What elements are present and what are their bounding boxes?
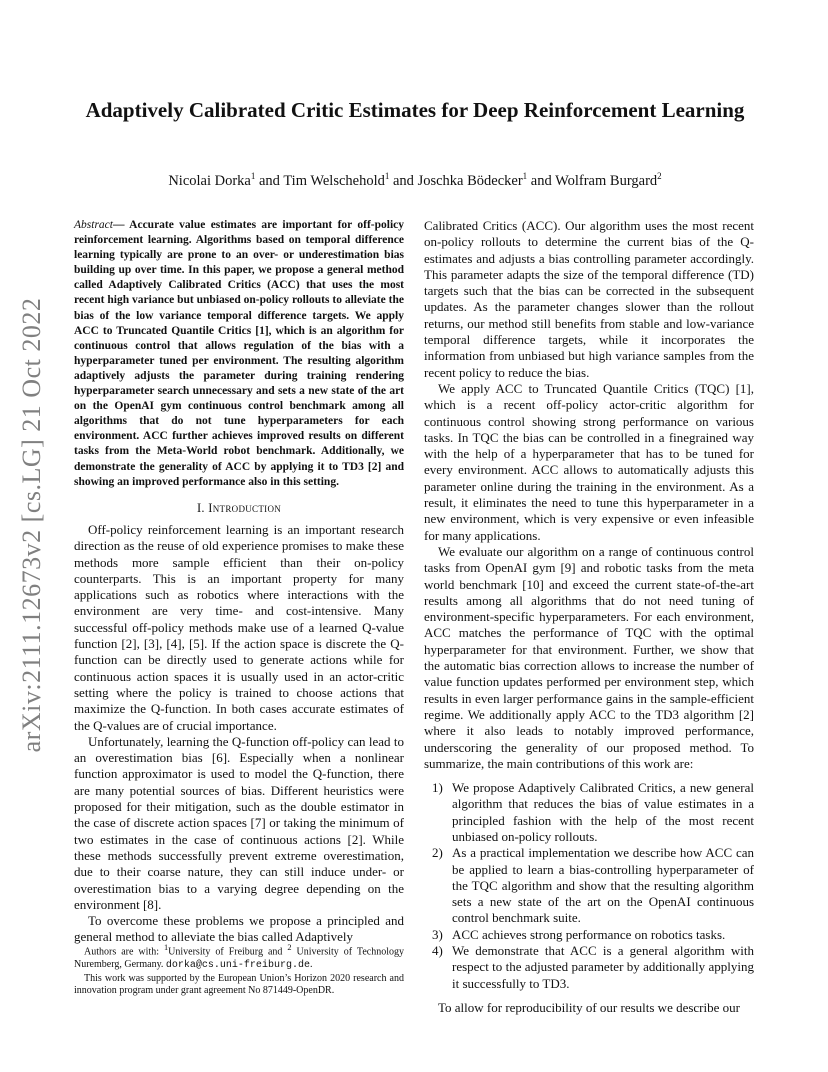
body-paragraph: To allow for reproducibility of our results we describe our [438, 999, 740, 1015]
body-paragraph: We evaluate our algorithm on a range of continuous control tasks from OpenAI gym [9] and robotic tasks from the meta world benchmark [10] and exceed the current state-of-the-art results among all algorithms that do not need tuning of environment-specific hyperparameters. For each environment, ACC matches the performance of TQC with the optimal hyperparameter for that environment. Further, we show that the automatic bias correction allows to increase the number of value function updates performed per environment step, which results in even larger performance gains in the sample-efficient regime. We additionally apply ACC to the TD3 algorithm [2] where it also leads to notably improved performance, underscoring the generality of our proposed method. To summarize, the main contributions of this work are: [424, 543, 754, 771]
body-paragraph: We apply ACC to Truncated Quantile Critics (TQC) [1], which is a recent off-policy actor-critic algorithm for continuous control showing strong performance on various tasks. In TQC the bias can be controlled in a finegrained way with the help of a hyperparameter that has to be tuned for every environment. ACC allows to automatically adjusts this parameter online during the training in the environment. As a result, it eliminates the need to tune this hyperparameter in a new environment, which is very expensive or even infeasible for many applications. [424, 380, 754, 543]
author-email[interactable]: dorka@cs.uni-freiburg.de [165, 959, 310, 971]
list-item-text: We demonstrate that ACC is a general algorithm with respect to the adjusted parameter by additionally applying it successfully to TD3. [452, 943, 754, 991]
author-name: Tim Welschehold [283, 172, 385, 189]
list-item [424, 845, 754, 926]
author-joiner: and [259, 172, 280, 189]
arxiv-identifier [12, 290, 52, 760]
section-numeral: I. [196, 500, 205, 515]
author-name: Wolfram Burgard [555, 172, 658, 189]
list-number: 2) [432, 845, 443, 861]
list-item-text: ACC achieves strong performance on robotics tasks. [452, 926, 726, 942]
left-column [74, 218, 404, 946]
author-name: Nicolai Dorka [168, 172, 251, 189]
list-item [424, 943, 754, 992]
abstract [74, 218, 404, 490]
list-number: 4) [432, 943, 443, 959]
author-name: Joschka Bödecker [417, 172, 523, 189]
arxiv-id-text: arXiv:2111.12673v2 [cs.LG] 21 Oct 2022 [17, 297, 46, 753]
author-joiner: and [393, 172, 414, 189]
body-paragraph: Calibrated Critics (ACC). Our algorithm uses the most recent on-policy rollouts to determine the current bias of the Q-estimates and adjusts a bias controlling parameter accordingly. This parameter adapts the size of the temporal difference (TD) targets such that the bias can be corrected in the subsequent updates. As the parameter changes slower than the rollout returns, our method still benefits from stable and low-variance temporal difference targets, while it incorporates the information from unbiased but high variance samples from the recent policy to reduce the bias. [424, 218, 754, 380]
author-affiliation: 1 [384, 171, 390, 181]
contributions-list [424, 780, 754, 992]
author-list [80, 171, 750, 190]
list-item-text: As a practical implementation we describe how ACC can be applied to learn a bias-controlling hyperparameter of the TQC algorithm and show that the resulting algorithm sets a new state of the art on the OpenAI continuous control benchmark suite. [452, 845, 754, 926]
abstract-text: Accurate value estimates are important for off-policy reinforcement learning. Algorithms based on temporal difference learning typically are prone to an over- or underestimation bias building up over time. In this paper, we propose a general method called Adaptively Calibrated Critics (ACC) that uses the most recent high variance but unbiased on-policy rollouts to alleviate the bias of the low variance temporal difference targets. We apply ACC to Truncated Quantile Critics [1], which is an algorithm for continuous control that allows regulation of the bias with a hyperparameter tuned per environment. The resulting algorithm adaptively adjusts the parameter during training rendering hyperparameter search unnecessary and sets a new state of the art on the OpenAI gym continuous control benchmark among all algorithms that do not tune hyperparameters for each environment. ACC further achieves improved results on different tasks from the Meta-World robot benchmark. Additionally, we demonstrate the generality of ACC by applying it to TD3 [2] and showing an improved performance also in this setting. [74, 219, 404, 488]
paper-title: Adaptively Calibrated Critic Estimates for Deep Reinforcement Learning [85, 98, 745, 122]
body-paragraph: To overcome these problems we propose a principled and general method to alleviate the bias called Adaptively [74, 913, 404, 945]
author-affiliation: 1 [250, 171, 256, 181]
list-number: 3) [432, 926, 443, 942]
author-affiliation: 2 [657, 171, 662, 181]
section-heading [74, 500, 404, 516]
list-number: 1) [432, 780, 443, 796]
abstract-dash: — [112, 219, 125, 231]
body-paragraph: Unfortunately, learning the Q-function off-policy can lead to an overestimation bias [6]. Especially when a nonlinear function approximator is used to model the Q-function, there are many potential sources of bias. Different heuristics were proposed for their mitigation, such as the double estimator in the case of discrete action spaces [7] or taking the minimum of two estimates in the case of continuous actions [2]. While these methods successfully prevent extreme overestimation, due to their coarse nature, they can still induce under- or overestimation bias to a varying degree depending on the environment [8]. [74, 733, 404, 912]
author-affiliation: 1 [522, 171, 528, 181]
footnote [74, 942, 404, 998]
section-title: Introduction [208, 500, 282, 515]
author-joiner: and [530, 172, 552, 189]
body-paragraph: Off-policy reinforcement learning is an important research direction as the reuse of old experience promises to make these methods more sample efficient than their on-policy counterparts. This is an important property for many applications such as robotics where interactions with the environment are very time- and cost-intensive. Many successful off-policy methods make use of a learned Q-value function [2], [3], [4], [5]. If the action space is discrete the Q-function can be directly used to generate actions while for continuous action spaces it is usually used in an actor-critic setting where the policy is trained to choose actions that maximize the Q-function. In both cases accurate estimates of the Q-values are of crucial importance. [74, 521, 404, 733]
list-item-text: We propose Adaptively Calibrated Critics, a new general algorithm that reduces the bias of value estimates in a principled fashion with the help of the most recent unbiased on-policy rollouts. [452, 780, 754, 844]
affiliation-footnote: Authors are with: $^1$University of Freiburg and $^2$ University of Technology Nuremberg, Germany. dorka@cs.uni-freiburg.de. [74, 943, 404, 971]
funding-footnote: This work was supported by the European Union’s Horizon 2020 research and innovation program under grant agreement No 871449-OpenDR. [74, 972, 404, 997]
list-item [424, 927, 754, 943]
abstract-label: Abstract [74, 219, 113, 231]
list-item [424, 780, 754, 845]
right-column [424, 218, 754, 1016]
